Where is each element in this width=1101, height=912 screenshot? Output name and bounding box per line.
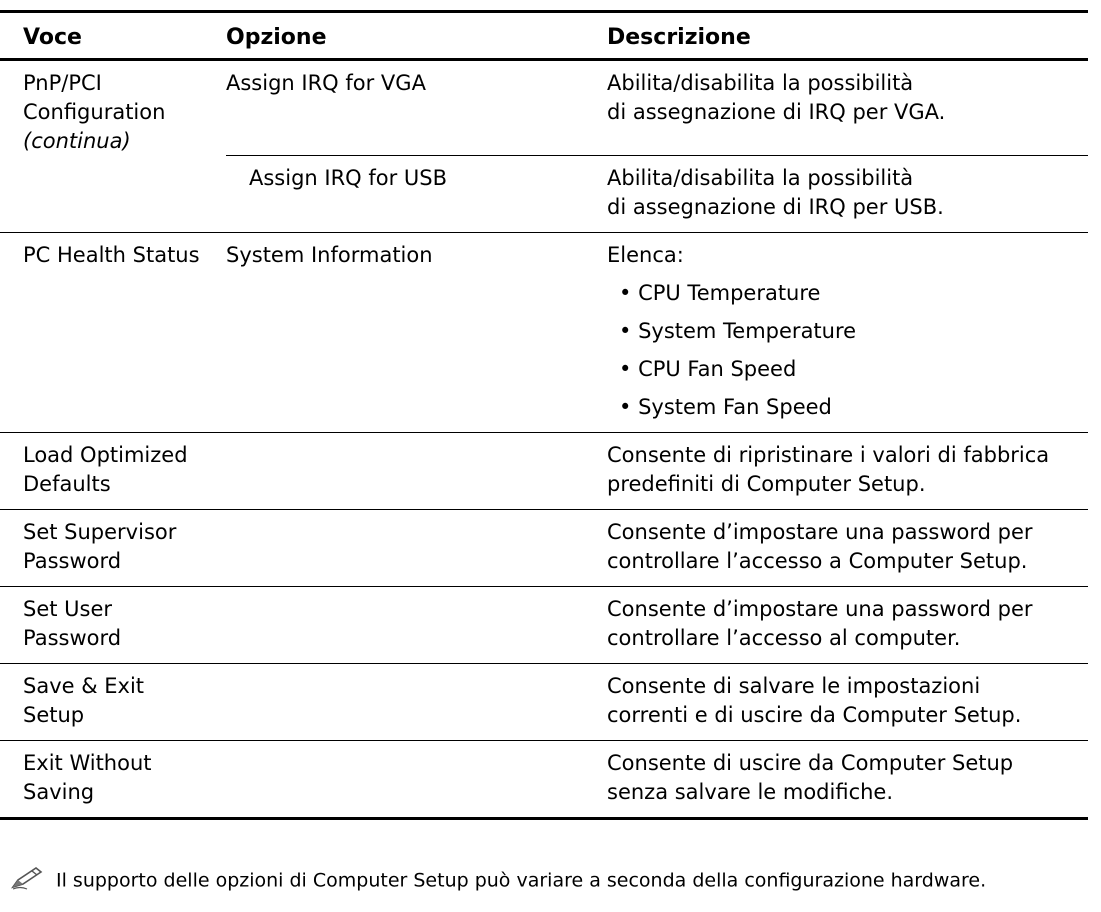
table-row: [0, 741, 1088, 819]
opzione-cell: [226, 433, 607, 510]
opzione-cell: [226, 510, 607, 587]
opzione-cell: System Information: [226, 243, 433, 267]
descrizione-line: Consente di salvare le impostazioni: [607, 674, 981, 698]
descrizione-cell: [607, 60, 1088, 156]
voce-cell: [0, 741, 226, 819]
descrizione-line: Consente di uscire da Computer Setup: [607, 751, 1014, 775]
table-row: [0, 510, 1088, 587]
table-row: [0, 233, 1088, 433]
descrizione-cell: [607, 664, 1088, 741]
list-item-text: CPU Temperature: [638, 281, 821, 305]
opzione-cell: Assign IRQ for USB: [249, 166, 448, 190]
opzione-cell: Assign IRQ for VGA: [226, 60, 607, 156]
descrizione-line: Abilita/disabilita la possibilità: [607, 71, 914, 95]
descrizione-line: Abilita/disabilita la possibilità: [607, 166, 914, 190]
footnote-text: Il supporto delle opzioni di Computer Setup può variare a seconda della configurazione hardware.: [56, 869, 987, 892]
descrizione-cell: [607, 510, 1088, 587]
descrizione-line: correnti e di uscire da Computer Setup.: [607, 703, 1022, 727]
descrizione-line: di assegnazione di IRQ per VGA.: [607, 100, 946, 124]
footnote: [0, 866, 1101, 896]
note-pencil-icon: [10, 866, 50, 896]
voce-line: Password: [23, 626, 122, 650]
list-item-text: System Fan Speed: [638, 395, 832, 419]
table-row: [0, 587, 1088, 664]
list-item: [607, 355, 1088, 384]
table-row: [0, 433, 1088, 510]
opzione-cell: [226, 587, 607, 664]
descrizione-line: Consente d’impostare una password per: [607, 597, 1033, 621]
descrizione-cell: [607, 156, 1088, 233]
descrizione-line: controllare l’accesso al computer.: [607, 626, 961, 650]
voce-line: Load Optimized: [23, 443, 188, 467]
bullet-list: [607, 279, 1088, 422]
voce-line: Setup: [23, 703, 85, 727]
voce-cell: [0, 60, 226, 233]
descrizione-intro: Elenca:: [607, 243, 684, 267]
voce-line: Password: [23, 549, 122, 573]
header-descrizione: Descrizione: [607, 25, 751, 50]
opzione-cell: [226, 664, 607, 741]
list-item-text: CPU Fan Speed: [638, 357, 797, 381]
setup-options-table: [0, 10, 1088, 820]
list-item-text: System Temperature: [638, 319, 857, 343]
header-voce: Voce: [23, 25, 82, 50]
header-opzione: Opzione: [226, 25, 327, 50]
list-item: [607, 279, 1088, 308]
voce-line: Configuration: [23, 100, 166, 124]
descrizione-line: controllare l’accesso a Computer Setup.: [607, 549, 1028, 573]
table-row: [0, 664, 1088, 741]
voce-cell: [0, 587, 226, 664]
table-row: [0, 60, 1088, 156]
descrizione-cell: [607, 587, 1088, 664]
table-header-row: [0, 12, 1088, 60]
voce-line: Set User: [23, 597, 113, 621]
voce-line: PnP/PCI: [23, 71, 102, 95]
descrizione-line: predefiniti di Computer Setup.: [607, 472, 926, 496]
descrizione-line: senza salvare le modifiche.: [607, 780, 894, 804]
voce-line: Exit Without: [23, 751, 152, 775]
descrizione-line: Consente d’impostare una password per: [607, 520, 1033, 544]
voce-cell: [0, 664, 226, 741]
voce-continued: (continua): [23, 129, 131, 153]
descrizione-cell: [607, 233, 1088, 433]
list-item: [607, 393, 1088, 422]
voce-line: Saving: [23, 780, 95, 804]
voce-line: Set Supervisor: [23, 520, 177, 544]
voce-cell: [0, 433, 226, 510]
voce-cell: [0, 510, 226, 587]
voce-line: Save & Exit: [23, 674, 145, 698]
descrizione-line: di assegnazione di IRQ per USB.: [607, 195, 944, 219]
opzione-cell: [226, 741, 607, 819]
list-item: [607, 317, 1088, 346]
descrizione-line: Consente di ripristinare i valori di fabbrica: [607, 443, 1050, 467]
voce-line: Defaults: [23, 472, 111, 496]
descrizione-cell: [607, 741, 1088, 819]
descrizione-cell: [607, 433, 1088, 510]
voce-cell: PC Health Status: [23, 243, 200, 267]
